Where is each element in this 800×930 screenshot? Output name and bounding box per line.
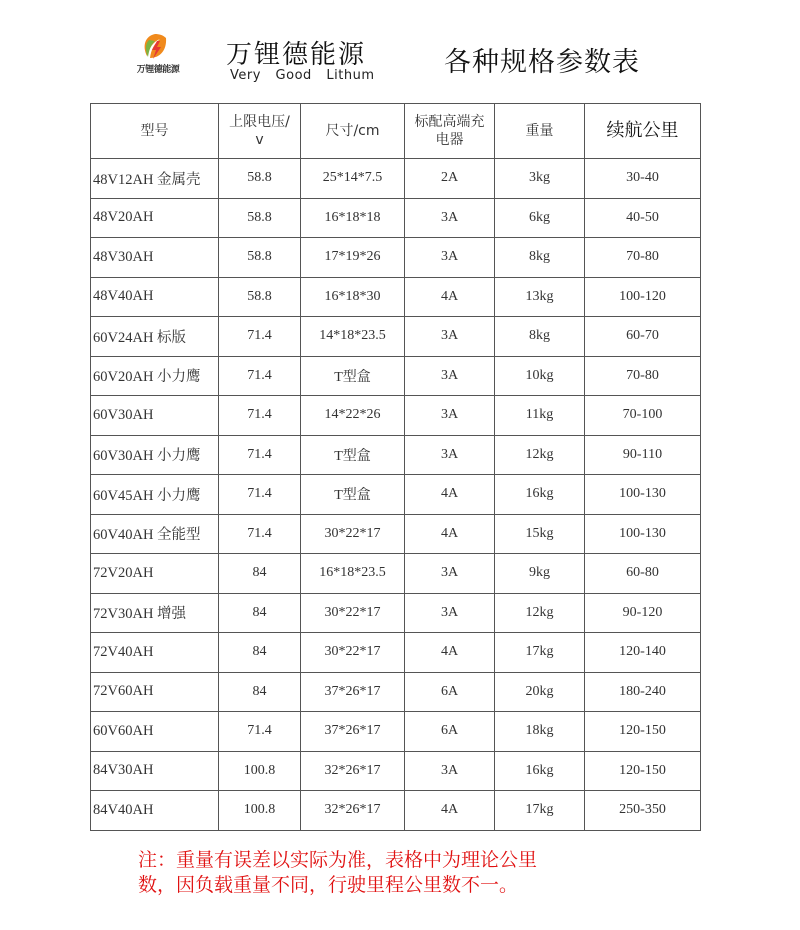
cell-range: 60-70 — [585, 317, 701, 357]
table-row — [91, 435, 701, 475]
cell-range: 120-150 — [585, 751, 701, 791]
cell-voltage: 58.8 — [219, 238, 301, 278]
cell-weight: 13kg — [495, 277, 585, 317]
brand-name-cn: 万锂德能源 — [226, 40, 367, 70]
cell-range: 180-240 — [585, 672, 701, 712]
cell-voltage: 71.4 — [219, 514, 301, 554]
table-header-row — [91, 104, 701, 159]
cell-voltage: 58.8 — [219, 159, 301, 199]
table-row — [91, 475, 701, 515]
cell-voltage: 71.4 — [219, 356, 301, 396]
cell-range: 100-120 — [585, 277, 701, 317]
cell-voltage: 84 — [219, 554, 301, 594]
cell-voltage: 71.4 — [219, 396, 301, 436]
cell-weight: 12kg — [495, 435, 585, 475]
cell-model: 48V40AH — [91, 277, 219, 317]
cell-charger: 6A — [405, 672, 495, 712]
footnote-line-2: 数，因负载重量不同，行驶里程公里数不一。 — [138, 874, 519, 896]
cell-size: 30*22*17 — [301, 593, 405, 633]
cell-model: 60V40AH 全能型 — [91, 514, 219, 554]
cell-size: T型盒 — [301, 475, 405, 515]
cell-weight: 20kg — [495, 672, 585, 712]
cell-charger: 4A — [405, 277, 495, 317]
table-row — [91, 712, 701, 752]
cell-voltage: 58.8 — [219, 198, 301, 238]
cell-charger: 3A — [405, 554, 495, 594]
header-size: 尺寸/cm — [301, 104, 405, 159]
cell-model: 60V30AH — [91, 396, 219, 436]
cell-voltage: 71.4 — [219, 317, 301, 357]
table-row — [91, 514, 701, 554]
cell-weight: 12kg — [495, 593, 585, 633]
cell-charger: 3A — [405, 356, 495, 396]
cell-range: 100-130 — [585, 475, 701, 515]
table-row — [91, 633, 701, 673]
footnote — [138, 848, 698, 898]
header-charger-text: 标配高端充 电器 — [414, 114, 485, 148]
cell-model: 72V60AH — [91, 672, 219, 712]
cell-model: 48V12AH 金属壳 — [91, 159, 219, 199]
header-voltage-text: 上限电压/ v — [229, 114, 290, 148]
cell-weight: 8kg — [495, 317, 585, 357]
leaf-bolt-icon — [140, 32, 170, 62]
table-row — [91, 554, 701, 594]
cell-size: 37*26*17 — [301, 712, 405, 752]
cell-voltage: 58.8 — [219, 277, 301, 317]
cell-range: 120-140 — [585, 633, 701, 673]
cell-model: 60V20AH 小力鹰 — [91, 356, 219, 396]
cell-range: 30-40 — [585, 159, 701, 199]
header-range: 续航公里 — [585, 104, 701, 159]
cell-model: 48V20AH — [91, 198, 219, 238]
header-charger — [405, 104, 495, 159]
table-row — [91, 238, 701, 278]
cell-size: 30*22*17 — [301, 633, 405, 673]
cell-size: 14*22*26 — [301, 396, 405, 436]
cell-model: 84V40AH — [91, 791, 219, 831]
table-row — [91, 356, 701, 396]
cell-range: 60-80 — [585, 554, 701, 594]
cell-charger: 3A — [405, 198, 495, 238]
cell-model: 60V24AH 标版 — [91, 317, 219, 357]
cell-size: 37*26*17 — [301, 672, 405, 712]
cell-size: 16*18*30 — [301, 277, 405, 317]
cell-range: 120-150 — [585, 712, 701, 752]
table-row — [91, 317, 701, 357]
header — [0, 0, 800, 100]
cell-voltage: 84 — [219, 672, 301, 712]
cell-charger: 4A — [405, 475, 495, 515]
cell-range: 70-80 — [585, 238, 701, 278]
cell-range: 250-350 — [585, 791, 701, 831]
cell-range: 90-110 — [585, 435, 701, 475]
cell-model: 48V30AH — [91, 238, 219, 278]
cell-model: 84V30AH — [91, 751, 219, 791]
table-body — [91, 159, 701, 831]
header-voltage — [219, 104, 301, 159]
cell-weight: 18kg — [495, 712, 585, 752]
cell-voltage: 100.8 — [219, 751, 301, 791]
cell-voltage: 84 — [219, 633, 301, 673]
cell-model: 72V30AH 增强 — [91, 593, 219, 633]
cell-model: 60V30AH 小力鹰 — [91, 435, 219, 475]
cell-charger: 4A — [405, 791, 495, 831]
cell-size: 17*19*26 — [301, 238, 405, 278]
cell-model: 72V20AH — [91, 554, 219, 594]
cell-size: 25*14*7.5 — [301, 159, 405, 199]
cell-charger: 3A — [405, 435, 495, 475]
cell-size: 16*18*23.5 — [301, 554, 405, 594]
cell-weight: 10kg — [495, 356, 585, 396]
cell-range: 90-120 — [585, 593, 701, 633]
cell-size: T型盒 — [301, 435, 405, 475]
cell-range: 70-100 — [585, 396, 701, 436]
cell-charger: 3A — [405, 317, 495, 357]
brand-name-en: Very Good Lithum — [230, 68, 375, 83]
cell-weight: 16kg — [495, 475, 585, 515]
cell-size: 16*18*18 — [301, 198, 405, 238]
cell-charger: 6A — [405, 712, 495, 752]
page-title: 各种规格参数表 — [444, 47, 640, 78]
footnote-line-1: 注：重量有误差以实际为准，表格中为理论公里 — [138, 849, 538, 871]
table-row — [91, 791, 701, 831]
cell-model: 60V45AH 小力鹰 — [91, 475, 219, 515]
header-weight: 重量 — [495, 104, 585, 159]
cell-charger: 3A — [405, 396, 495, 436]
cell-range: 70-80 — [585, 356, 701, 396]
table-row — [91, 751, 701, 791]
cell-weight: 17kg — [495, 633, 585, 673]
cell-size: 32*26*17 — [301, 751, 405, 791]
table-row — [91, 277, 701, 317]
brand-logo — [120, 32, 192, 76]
table-row — [91, 198, 701, 238]
spec-table — [90, 103, 701, 831]
cell-weight: 16kg — [495, 751, 585, 791]
cell-voltage: 71.4 — [219, 435, 301, 475]
cell-size: 32*26*17 — [301, 791, 405, 831]
cell-voltage: 100.8 — [219, 791, 301, 831]
cell-range: 100-130 — [585, 514, 701, 554]
cell-model: 72V40AH — [91, 633, 219, 673]
cell-charger: 4A — [405, 633, 495, 673]
cell-size: 30*22*17 — [301, 514, 405, 554]
table-row — [91, 159, 701, 199]
cell-charger: 4A — [405, 514, 495, 554]
cell-charger: 2A — [405, 159, 495, 199]
cell-voltage: 71.4 — [219, 712, 301, 752]
logo-wordmark: 万锂德能源 — [136, 65, 180, 75]
cell-weight: 15kg — [495, 514, 585, 554]
cell-range: 40-50 — [585, 198, 701, 238]
cell-size: 14*18*23.5 — [301, 317, 405, 357]
cell-model: 60V60AH — [91, 712, 219, 752]
cell-size: T型盒 — [301, 356, 405, 396]
cell-weight: 6kg — [495, 198, 585, 238]
cell-weight: 11kg — [495, 396, 585, 436]
cell-weight: 9kg — [495, 554, 585, 594]
header-model: 型号 — [91, 104, 219, 159]
cell-voltage: 84 — [219, 593, 301, 633]
cell-charger: 3A — [405, 751, 495, 791]
table-row — [91, 396, 701, 436]
cell-weight: 3kg — [495, 159, 585, 199]
cell-voltage: 71.4 — [219, 475, 301, 515]
cell-charger: 3A — [405, 238, 495, 278]
cell-charger: 3A — [405, 593, 495, 633]
cell-weight: 8kg — [495, 238, 585, 278]
cell-weight: 17kg — [495, 791, 585, 831]
table-row — [91, 672, 701, 712]
table-row — [91, 593, 701, 633]
